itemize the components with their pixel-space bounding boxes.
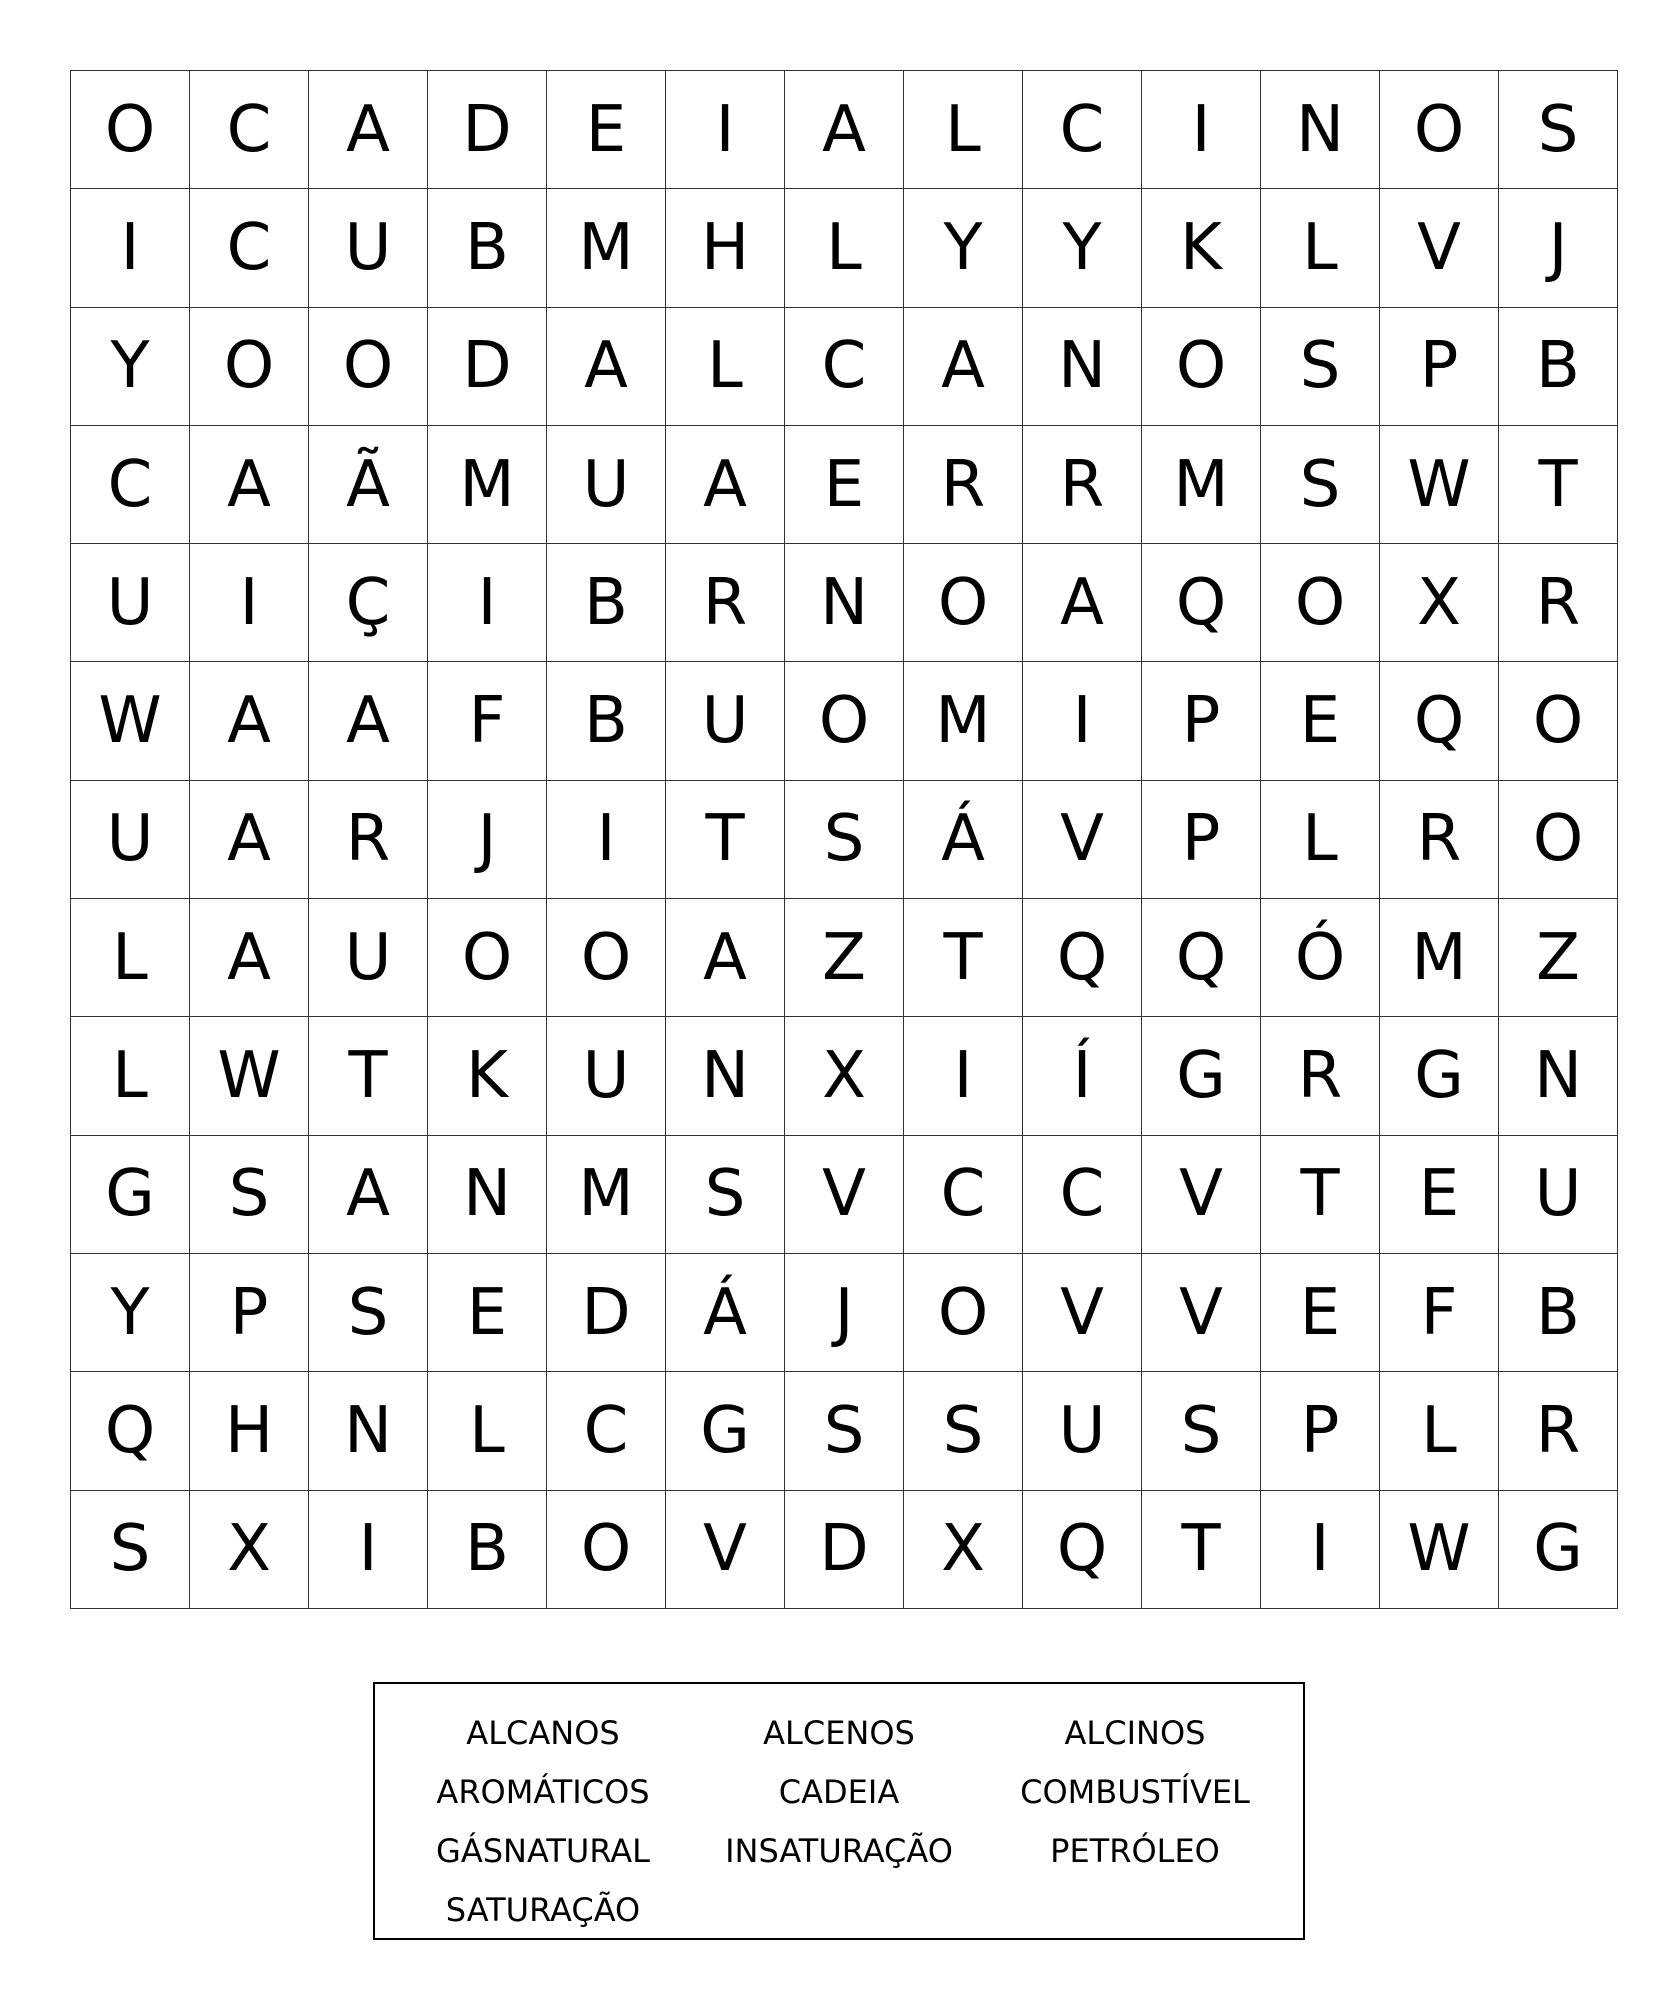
grid-cell[interactable]: L xyxy=(785,189,904,307)
grid-cell[interactable]: I xyxy=(904,1017,1023,1135)
grid-cell[interactable]: N xyxy=(1261,71,1380,189)
grid-body xyxy=(71,71,1618,1609)
grid-cell[interactable]: M xyxy=(904,662,1023,780)
grid-cell[interactable]: A xyxy=(190,899,309,1017)
grid-cell[interactable]: V xyxy=(1023,780,1142,898)
grid-cell[interactable]: W xyxy=(71,662,190,780)
grid-row xyxy=(71,425,1618,543)
word-list-item: PETRÓLEO xyxy=(1050,1832,1220,1870)
grid-cell[interactable]: X xyxy=(190,1490,309,1608)
grid-cell[interactable]: A xyxy=(190,780,309,898)
grid-cell[interactable]: X xyxy=(1380,544,1499,662)
grid-cell[interactable]: W xyxy=(1380,1490,1499,1608)
grid-cell[interactable]: J xyxy=(428,780,547,898)
grid-cell[interactable]: Z xyxy=(785,899,904,1017)
grid-cell[interactable]: O xyxy=(1142,307,1261,425)
grid-cell[interactable]: C xyxy=(1023,1135,1142,1253)
grid-cell[interactable]: W xyxy=(190,1017,309,1135)
grid-cell[interactable]: O xyxy=(785,662,904,780)
grid-cell[interactable]: I xyxy=(1261,1490,1380,1608)
word-list-item: SATURAÇÃO xyxy=(445,1891,641,1929)
grid-cell[interactable]: V xyxy=(1023,1253,1142,1371)
grid-cell[interactable]: R xyxy=(904,425,1023,543)
grid-cell[interactable]: U xyxy=(309,899,428,1017)
grid-cell[interactable]: G xyxy=(1142,1017,1261,1135)
grid-cell[interactable]: L xyxy=(71,899,190,1017)
grid-cell[interactable]: Q xyxy=(1023,1490,1142,1608)
grid-cell[interactable]: T xyxy=(1499,425,1618,543)
grid-cell[interactable]: F xyxy=(1380,1253,1499,1371)
grid-cell[interactable]: D xyxy=(547,1253,666,1371)
grid-cell[interactable]: X xyxy=(785,1017,904,1135)
word-list-item: ALCINOS xyxy=(1064,1714,1206,1752)
grid-cell[interactable]: L xyxy=(1380,1372,1499,1490)
grid-cell[interactable]: R xyxy=(1023,425,1142,543)
grid-cell[interactable]: U xyxy=(666,662,785,780)
grid-cell[interactable]: Z xyxy=(1499,899,1618,1017)
grid-cell[interactable]: O xyxy=(1499,780,1618,898)
grid-cell[interactable]: L xyxy=(1261,780,1380,898)
grid-cell[interactable]: M xyxy=(1142,425,1261,543)
grid-row xyxy=(71,1253,1618,1371)
grid-row xyxy=(71,1372,1618,1490)
grid-row xyxy=(71,71,1618,189)
grid-cell[interactable]: V xyxy=(1380,189,1499,307)
grid-row xyxy=(71,1490,1618,1608)
grid-cell[interactable]: R xyxy=(1261,1017,1380,1135)
grid-cell[interactable]: V xyxy=(666,1490,785,1608)
grid-cell[interactable]: Í xyxy=(1023,1017,1142,1135)
grid-cell[interactable]: S xyxy=(71,1490,190,1608)
word-list-column-2 xyxy=(699,1704,979,1938)
grid-cell[interactable]: S xyxy=(309,1253,428,1371)
grid-row xyxy=(71,189,1618,307)
word-list-item: INSATURAÇÃO xyxy=(725,1832,953,1870)
grid-cell[interactable]: Ç xyxy=(309,544,428,662)
grid-row xyxy=(71,780,1618,898)
grid-cell[interactable]: T xyxy=(309,1017,428,1135)
grid-row xyxy=(71,1135,1618,1253)
word-list-item: AROMÁTICOS xyxy=(436,1773,650,1811)
grid-cell[interactable]: P xyxy=(190,1253,309,1371)
grid-cell[interactable]: V xyxy=(1142,1135,1261,1253)
grid-cell[interactable]: O xyxy=(904,1253,1023,1371)
grid-cell[interactable]: N xyxy=(785,544,904,662)
grid-cell[interactable]: T xyxy=(666,780,785,898)
grid-cell[interactable]: Q xyxy=(71,1372,190,1490)
grid-cell[interactable]: Ã xyxy=(309,425,428,543)
grid-cell[interactable]: S xyxy=(904,1372,1023,1490)
grid-cell[interactable]: E xyxy=(547,71,666,189)
grid-cell[interactable]: C xyxy=(785,307,904,425)
grid-cell[interactable]: Y xyxy=(1023,189,1142,307)
grid-cell[interactable]: O xyxy=(1499,662,1618,780)
grid-cell[interactable]: N xyxy=(428,1135,547,1253)
grid-cell[interactable]: B xyxy=(428,189,547,307)
grid-cell[interactable]: P xyxy=(1142,780,1261,898)
grid-cell[interactable]: I xyxy=(71,189,190,307)
word-list-item: GÁSNATURAL xyxy=(436,1832,650,1870)
grid-cell[interactable]: B xyxy=(1499,1253,1618,1371)
word-list-box xyxy=(373,1682,1305,1940)
grid-cell[interactable]: O xyxy=(71,71,190,189)
grid-cell[interactable]: U xyxy=(547,1017,666,1135)
word-list-item: CADEIA xyxy=(778,1773,900,1811)
grid-cell[interactable]: V xyxy=(785,1135,904,1253)
grid-cell[interactable]: A xyxy=(904,307,1023,425)
grid-cell[interactable]: L xyxy=(666,307,785,425)
grid-cell[interactable]: A xyxy=(666,899,785,1017)
grid-row xyxy=(71,1017,1618,1135)
grid-cell[interactable]: T xyxy=(1261,1135,1380,1253)
grid-cell[interactable]: S xyxy=(785,780,904,898)
grid-row xyxy=(71,899,1618,1017)
grid-cell[interactable]: A xyxy=(190,425,309,543)
grid-cell[interactable]: E xyxy=(785,425,904,543)
grid-cell[interactable]: A xyxy=(1023,544,1142,662)
grid-cell[interactable]: O xyxy=(547,899,666,1017)
grid-row xyxy=(71,662,1618,780)
grid-cell[interactable]: U xyxy=(547,425,666,543)
grid-cell[interactable]: D xyxy=(785,1490,904,1608)
grid-cell[interactable]: L xyxy=(71,1017,190,1135)
grid-cell[interactable]: Y xyxy=(904,189,1023,307)
grid-cell[interactable]: O xyxy=(547,1490,666,1608)
grid-cell[interactable]: M xyxy=(428,425,547,543)
grid-cell[interactable]: Y xyxy=(71,307,190,425)
grid-cell[interactable]: C xyxy=(190,189,309,307)
grid-cell[interactable]: D xyxy=(428,71,547,189)
grid-cell[interactable]: M xyxy=(1380,899,1499,1017)
grid-cell[interactable]: R xyxy=(1499,1372,1618,1490)
grid-cell[interactable]: I xyxy=(428,544,547,662)
grid-cell[interactable]: U xyxy=(71,780,190,898)
grid-cell[interactable]: W xyxy=(1380,425,1499,543)
grid-cell[interactable]: P xyxy=(1380,307,1499,425)
grid-cell[interactable]: J xyxy=(785,1253,904,1371)
grid-cell[interactable]: S xyxy=(666,1135,785,1253)
grid-cell[interactable]: U xyxy=(309,189,428,307)
grid-cell[interactable]: I xyxy=(309,1490,428,1608)
grid-cell[interactable]: C xyxy=(1023,71,1142,189)
word-list-column-1 xyxy=(403,1704,683,1938)
grid-cell[interactable]: D xyxy=(428,307,547,425)
grid-cell[interactable]: G xyxy=(1380,1017,1499,1135)
grid-cell[interactable]: R xyxy=(309,780,428,898)
grid-cell[interactable]: E xyxy=(1380,1135,1499,1253)
grid-cell[interactable]: S xyxy=(190,1135,309,1253)
grid-cell[interactable]: Q xyxy=(1023,899,1142,1017)
grid-cell[interactable]: L xyxy=(428,1372,547,1490)
word-list-item: ALCANOS xyxy=(466,1714,620,1752)
word-search-grid xyxy=(70,70,1618,1609)
grid-cell[interactable]: G xyxy=(1499,1490,1618,1608)
grid-cell[interactable]: N xyxy=(1499,1017,1618,1135)
grid-cell[interactable]: H xyxy=(190,1372,309,1490)
grid-cell[interactable]: M xyxy=(547,189,666,307)
grid-cell[interactable]: I xyxy=(190,544,309,662)
grid-cell[interactable]: O xyxy=(190,307,309,425)
grid-cell[interactable]: O xyxy=(904,544,1023,662)
grid-cell[interactable]: L xyxy=(1261,189,1380,307)
grid-cell[interactable]: U xyxy=(1023,1372,1142,1490)
grid-cell[interactable]: Á xyxy=(666,1253,785,1371)
grid-cell[interactable]: A xyxy=(666,425,785,543)
grid-row xyxy=(71,307,1618,425)
grid-cell[interactable]: B xyxy=(547,662,666,780)
grid-cell[interactable]: S xyxy=(1499,71,1618,189)
grid-row xyxy=(71,544,1618,662)
grid-cell[interactable]: P xyxy=(1261,1372,1380,1490)
grid-cell[interactable]: N xyxy=(309,1372,428,1490)
grid-cell[interactable]: X xyxy=(904,1490,1023,1608)
grid-cell[interactable]: Q xyxy=(1142,544,1261,662)
grid-cell[interactable]: I xyxy=(666,71,785,189)
grid-cell[interactable]: H xyxy=(666,189,785,307)
grid-cell[interactable]: R xyxy=(1380,780,1499,898)
grid-cell[interactable]: Á xyxy=(904,780,1023,898)
grid-cell[interactable]: S xyxy=(1261,307,1380,425)
grid-cell[interactable]: O xyxy=(1380,71,1499,189)
grid-cell[interactable]: N xyxy=(1023,307,1142,425)
grid-cell[interactable]: A xyxy=(785,71,904,189)
grid-cell[interactable]: I xyxy=(1142,71,1261,189)
grid-cell[interactable]: P xyxy=(1142,662,1261,780)
grid-cell[interactable]: Y xyxy=(71,1253,190,1371)
grid-cell[interactable]: R xyxy=(666,544,785,662)
word-list-item: COMBUSTÍVEL xyxy=(1020,1773,1250,1811)
grid-cell[interactable]: J xyxy=(1499,189,1618,307)
grid-cell[interactable]: S xyxy=(1261,425,1380,543)
grid-cell[interactable]: F xyxy=(428,662,547,780)
word-list-item: ALCENOS xyxy=(763,1714,915,1752)
grid-cell[interactable]: B xyxy=(547,544,666,662)
grid-cell[interactable]: K xyxy=(428,1017,547,1135)
grid-cell[interactable]: E xyxy=(1261,1253,1380,1371)
grid-cell[interactable]: G xyxy=(666,1372,785,1490)
grid-cell[interactable]: U xyxy=(71,544,190,662)
grid-cell[interactable]: I xyxy=(1023,662,1142,780)
grid-cell[interactable]: K xyxy=(1142,189,1261,307)
grid-cell[interactable]: G xyxy=(71,1135,190,1253)
grid-cell[interactable]: C xyxy=(190,71,309,189)
grid-cell[interactable]: B xyxy=(1499,307,1618,425)
grid-cell[interactable]: S xyxy=(785,1372,904,1490)
grid-cell[interactable]: S xyxy=(1142,1372,1261,1490)
grid-cell[interactable]: A xyxy=(309,71,428,189)
grid-cell[interactable]: Q xyxy=(1380,662,1499,780)
word-list-column-3 xyxy=(995,1704,1275,1938)
grid-cell[interactable]: A xyxy=(190,662,309,780)
grid-cell[interactable]: C xyxy=(71,425,190,543)
grid-cell[interactable]: L xyxy=(904,71,1023,189)
grid-cell[interactable]: E xyxy=(1261,662,1380,780)
grid-cell[interactable]: O xyxy=(309,307,428,425)
grid-cell[interactable]: Ó xyxy=(1261,899,1380,1017)
grid-cell[interactable]: N xyxy=(666,1017,785,1135)
grid-cell[interactable]: E xyxy=(428,1253,547,1371)
grid-cell[interactable]: M xyxy=(547,1135,666,1253)
grid-cell[interactable]: I xyxy=(547,780,666,898)
grid-cell[interactable]: Q xyxy=(1142,899,1261,1017)
grid-cell[interactable]: T xyxy=(904,899,1023,1017)
grid-cell[interactable]: C xyxy=(904,1135,1023,1253)
grid-cell[interactable]: O xyxy=(1261,544,1380,662)
grid-cell[interactable]: B xyxy=(428,1490,547,1608)
grid-cell[interactable]: O xyxy=(428,899,547,1017)
grid-cell[interactable]: T xyxy=(1142,1490,1261,1608)
grid-cell[interactable]: U xyxy=(1499,1135,1618,1253)
grid-cell[interactable]: A xyxy=(547,307,666,425)
grid-cell[interactable]: A xyxy=(309,662,428,780)
grid-cell[interactable]: A xyxy=(309,1135,428,1253)
grid-cell[interactable]: C xyxy=(547,1372,666,1490)
grid-cell[interactable]: R xyxy=(1499,544,1618,662)
grid-cell[interactable]: V xyxy=(1142,1253,1261,1371)
